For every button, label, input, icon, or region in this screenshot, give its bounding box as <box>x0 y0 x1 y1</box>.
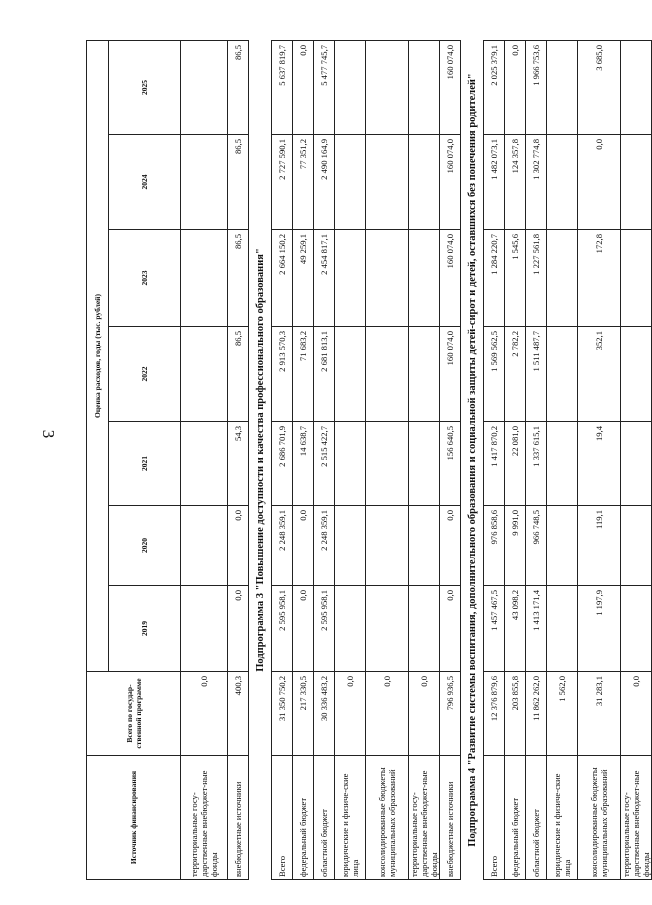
row-year-cell <box>621 135 652 230</box>
row-source-label: внебюджетные источники <box>440 756 461 880</box>
row-year-cell: 43 098,2 <box>505 586 526 672</box>
row-source-label: областной бюджет <box>314 756 335 880</box>
header-year: 2023 <box>109 230 181 327</box>
row-year-cell <box>621 327 652 422</box>
row-year-cell <box>181 586 228 672</box>
section-title-row <box>249 40 272 879</box>
table-row <box>228 40 249 879</box>
table-row <box>526 40 547 879</box>
row-source-label: консолидированные бюджеты муниципальных образований <box>366 756 409 880</box>
row-year-cell <box>366 135 409 230</box>
row-year-cell: 0,0 <box>293 506 314 586</box>
row-total-cell: 0,0 <box>366 672 409 756</box>
row-year-cell <box>335 586 366 672</box>
row-year-cell: 2 025 379,1 <box>484 40 505 134</box>
row-year-cell: 86,5 <box>228 135 249 230</box>
row-year-cell: 2 686 701,9 <box>272 422 293 506</box>
row-year-cell: 160 074,0 <box>440 40 461 134</box>
row-year-cell: 0,0 <box>293 40 314 134</box>
section-title-row <box>461 40 484 879</box>
row-year-cell <box>547 40 578 134</box>
row-year-cell <box>621 230 652 327</box>
row-source-label: территориальные госу-дарственные внебюджет-ные фонды <box>181 756 228 880</box>
table-row <box>484 40 505 879</box>
header-total: Всего по государ-ственной программе <box>87 672 181 756</box>
row-year-cell: 352,1 <box>578 327 621 422</box>
row-total-cell: 31 350 750,2 <box>272 672 293 756</box>
table-row <box>440 40 461 879</box>
row-year-cell <box>621 506 652 586</box>
row-year-cell: 160 074,0 <box>440 230 461 327</box>
table-row <box>181 40 228 879</box>
table-row <box>272 40 293 879</box>
row-year-cell: 2 515 422,7 <box>314 422 335 506</box>
row-year-cell: 77 351,2 <box>293 135 314 230</box>
row-year-cell: 160 074,0 <box>440 135 461 230</box>
row-year-cell <box>335 40 366 134</box>
row-year-cell: 2 727 590,1 <box>272 135 293 230</box>
row-year-cell <box>621 422 652 506</box>
row-year-cell: 71 683,2 <box>293 327 314 422</box>
row-year-cell: 1 511 487,7 <box>526 327 547 422</box>
row-year-cell: 54,3 <box>228 422 249 506</box>
row-year-cell <box>181 230 228 327</box>
row-year-cell <box>547 586 578 672</box>
row-year-cell: 156 640,5 <box>440 422 461 506</box>
row-year-cell: 2 454 817,1 <box>314 230 335 327</box>
row-year-cell: 2 782,2 <box>505 327 526 422</box>
row-year-cell <box>181 40 228 134</box>
row-year-cell: 1 284 220,7 <box>484 230 505 327</box>
row-year-cell: 1 569 562,5 <box>484 327 505 422</box>
table-row <box>505 40 526 879</box>
row-year-cell: 1 337 615,1 <box>526 422 547 506</box>
row-year-cell: 22 081,0 <box>505 422 526 506</box>
row-year-cell <box>366 327 409 422</box>
table-row <box>409 40 440 879</box>
row-total-cell: 217 330,5 <box>293 672 314 756</box>
header-source: Источник финансирования <box>87 756 181 880</box>
table-row <box>314 40 335 879</box>
header-year: 2024 <box>109 135 181 230</box>
row-source-label: Всего <box>484 756 505 880</box>
row-year-cell: 5 477 745,7 <box>314 40 335 134</box>
row-total-cell: 1 562,0 <box>547 672 578 756</box>
row-year-cell <box>181 506 228 586</box>
row-year-cell: 2 248 359,1 <box>314 506 335 586</box>
row-year-cell: 1 966 753,6 <box>526 40 547 134</box>
row-year-cell: 160 074,0 <box>440 327 461 422</box>
table-row <box>621 40 652 879</box>
row-year-cell: 119,1 <box>578 506 621 586</box>
row-year-cell <box>547 135 578 230</box>
row-year-cell <box>366 230 409 327</box>
row-year-cell <box>335 135 366 230</box>
row-year-cell <box>409 135 440 230</box>
row-total-cell: 0,0 <box>621 672 652 756</box>
table-row <box>578 40 621 879</box>
subprogram-title: Подпрограмма 4 "Развитие системы воспитания, дополнительного образования и социальной защиты детей-сирот и детей, оставшихся без попечения родителей" <box>467 73 478 847</box>
row-year-cell: 2 595 958,1 <box>314 586 335 672</box>
row-year-cell: 124 357,8 <box>505 135 526 230</box>
header-years-group: Оценка расходов, годы (тыс. рублей) <box>87 40 109 671</box>
row-year-cell <box>366 506 409 586</box>
table-row <box>547 40 578 879</box>
row-year-cell: 1 413 171,4 <box>526 586 547 672</box>
row-year-cell <box>547 506 578 586</box>
row-year-cell: 3 685,0 <box>578 40 621 134</box>
row-year-cell: 86,5 <box>228 40 249 134</box>
header-year: 2022 <box>109 327 181 422</box>
row-year-cell: 0,0 <box>228 506 249 586</box>
row-year-cell: 1 457 467,5 <box>484 586 505 672</box>
row-total-cell: 11 862 262,0 <box>526 672 547 756</box>
row-year-cell: 86,5 <box>228 230 249 327</box>
row-year-cell: 2 490 164,9 <box>314 135 335 230</box>
row-year-cell <box>409 230 440 327</box>
row-year-cell: 0,0 <box>578 135 621 230</box>
row-year-cell: 1 197,9 <box>578 586 621 672</box>
row-year-cell: 966 748,5 <box>526 506 547 586</box>
header-year: 2021 <box>109 422 181 506</box>
row-year-cell: 2 913 570,3 <box>272 327 293 422</box>
row-total-cell: 0,0 <box>181 672 228 756</box>
row-total-cell: 400,3 <box>228 672 249 756</box>
row-source-label: внебюджетные источники <box>228 756 249 880</box>
row-year-cell: 86,5 <box>228 327 249 422</box>
row-source-label: консолидированные бюджеты муниципальных образований <box>578 756 621 880</box>
row-source-label: территориальные госу-дарственные внебюджет-ные фонды <box>409 756 440 880</box>
row-source-label: юридические и физиче-ские лица <box>547 756 578 880</box>
row-year-cell <box>409 506 440 586</box>
row-year-cell <box>547 327 578 422</box>
row-source-label: областной бюджет <box>526 756 547 880</box>
row-year-cell <box>335 506 366 586</box>
table-row <box>293 40 314 879</box>
row-source-label: федеральный бюджет <box>293 756 314 880</box>
row-total-cell: 12 376 879,6 <box>484 672 505 756</box>
row-year-cell <box>409 327 440 422</box>
row-year-cell: 9 991,0 <box>505 506 526 586</box>
row-source-label: территориальные госу-дарственные внебюджет-ные фонды <box>621 756 652 880</box>
row-year-cell <box>335 422 366 506</box>
row-year-cell <box>366 422 409 506</box>
header-year: 2020 <box>109 506 181 586</box>
page-number: 3 <box>39 429 58 439</box>
table-body <box>181 40 652 879</box>
row-year-cell: 1 482 073,1 <box>484 135 505 230</box>
row-year-cell <box>366 40 409 134</box>
row-year-cell: 2 248 359,1 <box>272 506 293 586</box>
row-year-cell <box>335 230 366 327</box>
row-total-cell: 0,0 <box>409 672 440 756</box>
row-year-cell: 0,0 <box>505 40 526 134</box>
row-total-cell: 31 283,1 <box>578 672 621 756</box>
row-year-cell: 2 681 813,1 <box>314 327 335 422</box>
rotated-page <box>86 41 651 880</box>
row-year-cell: 976 858,6 <box>484 506 505 586</box>
row-year-cell: 172,8 <box>578 230 621 327</box>
row-year-cell: 5 637 819,7 <box>272 40 293 134</box>
row-year-cell: 1 302 774,8 <box>526 135 547 230</box>
row-year-cell <box>409 422 440 506</box>
row-year-cell <box>366 586 409 672</box>
row-year-cell <box>547 422 578 506</box>
header-year: 2025 <box>109 40 181 134</box>
row-total-cell: 796 936,5 <box>440 672 461 756</box>
row-year-cell <box>409 586 440 672</box>
row-year-cell <box>409 40 440 134</box>
row-year-cell: 14 638,7 <box>293 422 314 506</box>
row-year-cell: 2 664 150,2 <box>272 230 293 327</box>
row-year-cell <box>621 586 652 672</box>
row-year-cell: 1 417 870,2 <box>484 422 505 506</box>
row-year-cell: 49 259,1 <box>293 230 314 327</box>
row-year-cell <box>621 40 652 134</box>
row-year-cell: 0,0 <box>293 586 314 672</box>
row-year-cell <box>181 135 228 230</box>
row-year-cell: 1 227 561,8 <box>526 230 547 327</box>
row-year-cell <box>181 327 228 422</box>
row-source-label: Всего <box>272 756 293 880</box>
row-year-cell: 0,0 <box>440 586 461 672</box>
table-row <box>335 40 366 879</box>
row-source-label: федеральный бюджет <box>505 756 526 880</box>
row-source-label: юридические и физиче-ские лица <box>335 756 366 880</box>
row-year-cell: 2 595 958,1 <box>272 586 293 672</box>
row-year-cell: 1 545,6 <box>505 230 526 327</box>
row-total-cell: 30 336 483,2 <box>314 672 335 756</box>
row-total-cell: 0,0 <box>335 672 366 756</box>
funding-table <box>86 40 652 880</box>
row-year-cell <box>181 422 228 506</box>
table-row <box>366 40 409 879</box>
row-year-cell: 19,4 <box>578 422 621 506</box>
row-year-cell <box>335 327 366 422</box>
row-total-cell: 203 855,8 <box>505 672 526 756</box>
row-year-cell <box>547 230 578 327</box>
row-year-cell: 0,0 <box>228 586 249 672</box>
header-year: 2019 <box>109 586 181 672</box>
row-year-cell: 0,0 <box>440 506 461 586</box>
subprogram-title: Подпрограмма 3 "Повышение доступности и качества профессионального образования" <box>255 248 266 672</box>
